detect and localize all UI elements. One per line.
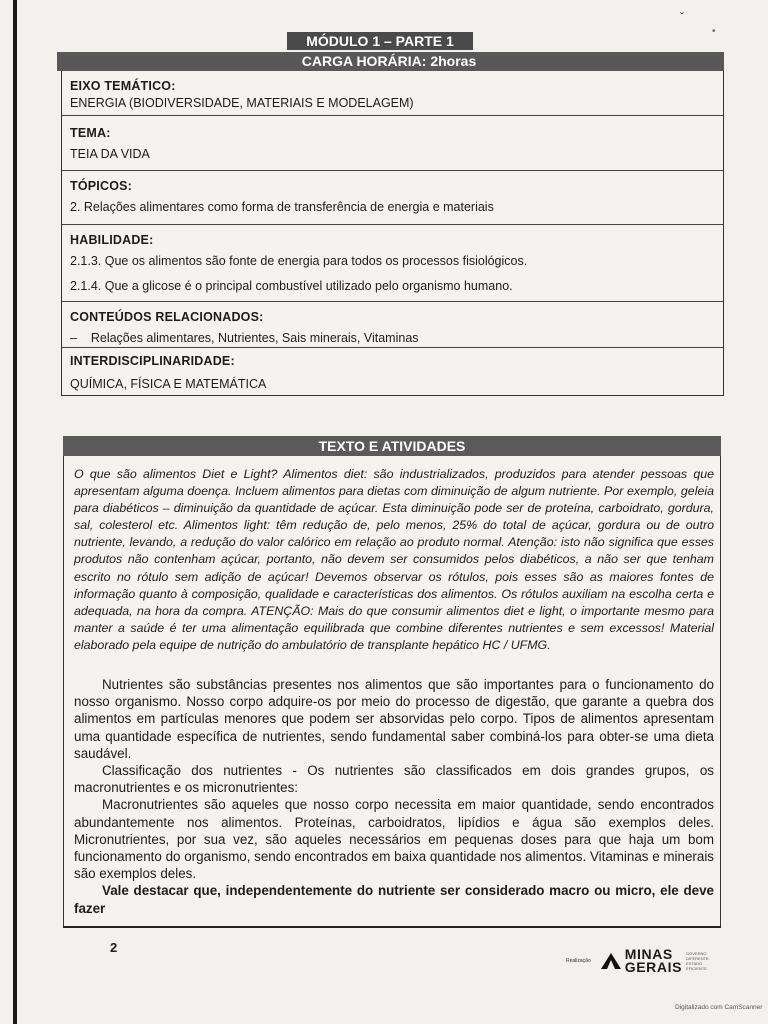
- minas-gerais-logo: [566, 948, 710, 974]
- module-info-table: [61, 71, 724, 396]
- row-topicos: [62, 170, 723, 224]
- body-paragraph-2: Classificação dos nutrientes - Os nutrientes são classificados em dois grandes grupos, os macronutrientes e os micronutrientes:: [74, 763, 714, 796]
- tema-label: TEMA:: [70, 126, 111, 140]
- eixo-label: EIXO TEMÁTICO:: [70, 79, 176, 93]
- topicos-label: TÓPICOS:: [70, 179, 133, 193]
- interdisciplinaridade-label: INTERDISCIPLINARIDADE:: [70, 354, 235, 368]
- page-number: 2: [110, 940, 118, 955]
- realizacao-text: Realização: [566, 958, 591, 964]
- body-paragraph-3: Macronutrientes são aqueles que nosso corpo necessita em maior quantidade, sendo encontrados abundantemente nos alimentos. Proteínas, carboidratos, lipídios e água são exemplos deles. Micronutrientes, por sua vez, são aqueles necessários em pequenas doses para que haja um bom funcionamento do organismo, sendo encontrados em baixa quantidade nos alimentos. Vitaminas e minerais são exemplos deles.: [74, 797, 714, 882]
- row-interdisciplinaridade: [62, 347, 723, 395]
- triangle-logo-icon: [601, 953, 621, 969]
- conteudos-label: CONTEÚDOS RELACIONADOS:: [70, 310, 264, 324]
- row-eixo: [62, 71, 723, 115]
- logo-line-1: MINAS: [624, 946, 673, 962]
- module-title: MÓDULO 1 – PARTE 1: [287, 32, 473, 50]
- logo-subtitle: GOVERNO DIFERENTE. ESTADO EFICIENTE.: [686, 951, 710, 971]
- habilidade-label: HABILIDADE:: [70, 233, 154, 247]
- logo-name: [625, 948, 682, 974]
- workload-title: CARGA HORÁRIA: 2horas: [301, 53, 477, 69]
- interdisciplinaridade-value: QUÍMICA, FÍSICA E MATEMÁTICA: [70, 377, 267, 391]
- scan-dot: •: [712, 26, 716, 37]
- eixo-value: ENERGIA (BIODIVERSIDADE, MATERIAIS E MODELAGEM): [70, 96, 414, 110]
- habilidade-item-1: 2.1.3. Que os alimentos são fonte de energia para todos os processos fisiológicos.: [70, 254, 528, 268]
- topicos-value: 2. Relações alimentares como forma de transferência de energia e materiais: [70, 200, 494, 214]
- row-conteudos: [62, 301, 723, 347]
- row-habilidade: [62, 224, 723, 301]
- logo-line-2: GERAIS: [624, 959, 683, 975]
- body-paragraph-1: Nutrientes são substâncias presentes nos alimentos que são importantes para o funcionamento do nosso organismo. Nosso corpo adquire-os por meio do processo de digestão, que garante a quebra dos alimentos em partículas menores que podem ser absorvidas pelo corpo. Tipos de alimentos apresentam uma quantidade específica de nutrientes, sendo fundamental saber combiná-los para obter-se uma dieta saudável.: [74, 677, 714, 761]
- habilidade-item-2: 2.1.4. Que a glicose é o principal combustível utilizado pelo organismo humano.: [70, 279, 513, 293]
- section-title: TEXTO E ATIVIDADES: [63, 436, 721, 456]
- row-tema: [62, 115, 723, 170]
- scanner-watermark: Digitalizado com CamScanner: [675, 1004, 763, 1011]
- workload-bar: [57, 52, 724, 71]
- scan-mark: ˇ: [680, 10, 684, 24]
- intro-paragraph: O que são alimentos Diet e Light? Alimentos diet: são industrializados, produzidos para atender pessoas que apresentam alguma doença. Incluem alimentos para dietas com diminuição de algum nutriente. Por exemplo, geleia para diabéticos – diminuição da quantidade de açúcar. Esta diminuição pode ser de proteína, carboidrato, gordura, sal, colesterol etc. Alimentos light: têm redução de, pelo menos, 25% do total de açúcar, gordura ou de outro nutriente, levando, a redução do valor calórico em relação ao produto normal. Atenção: isto não significa que esses produtos não contenham açúcar, portanto, não devem ser consumidos pelos diabéticos, a não ser que tenham escrito no rótulo sem adição de açúcar! Devemos observar os rótulos, pois esses são as maiores fontes de informação quanto à composição, qualidade e características dos alimentos. Os rótulos auxiliam na escolha certa e adequada, na hora da compra. ATENÇÃO: Mais do que consumir alimentos diet e light, o importante mesmo para manter a saúde é ter uma alimentação equilibrada que combine diferentes nutrientes e sem excessos! Material elaborado pela equipe de nutrição do ambulatório de transplante hepático HC / UFMG.: [74, 467, 714, 652]
- conteudos-value: – Relações alimentares, Nutrientes, Sais minerais, Vitaminas: [70, 331, 419, 345]
- section-text-box: [63, 456, 721, 928]
- page-binding-rule: [13, 0, 17, 1024]
- body-paragraph-4: Vale destacar que, independentemente do nutriente ser considerado macro ou micro, ele deve fazer: [74, 883, 714, 916]
- tema-value: TEIA DA VIDA: [70, 147, 150, 161]
